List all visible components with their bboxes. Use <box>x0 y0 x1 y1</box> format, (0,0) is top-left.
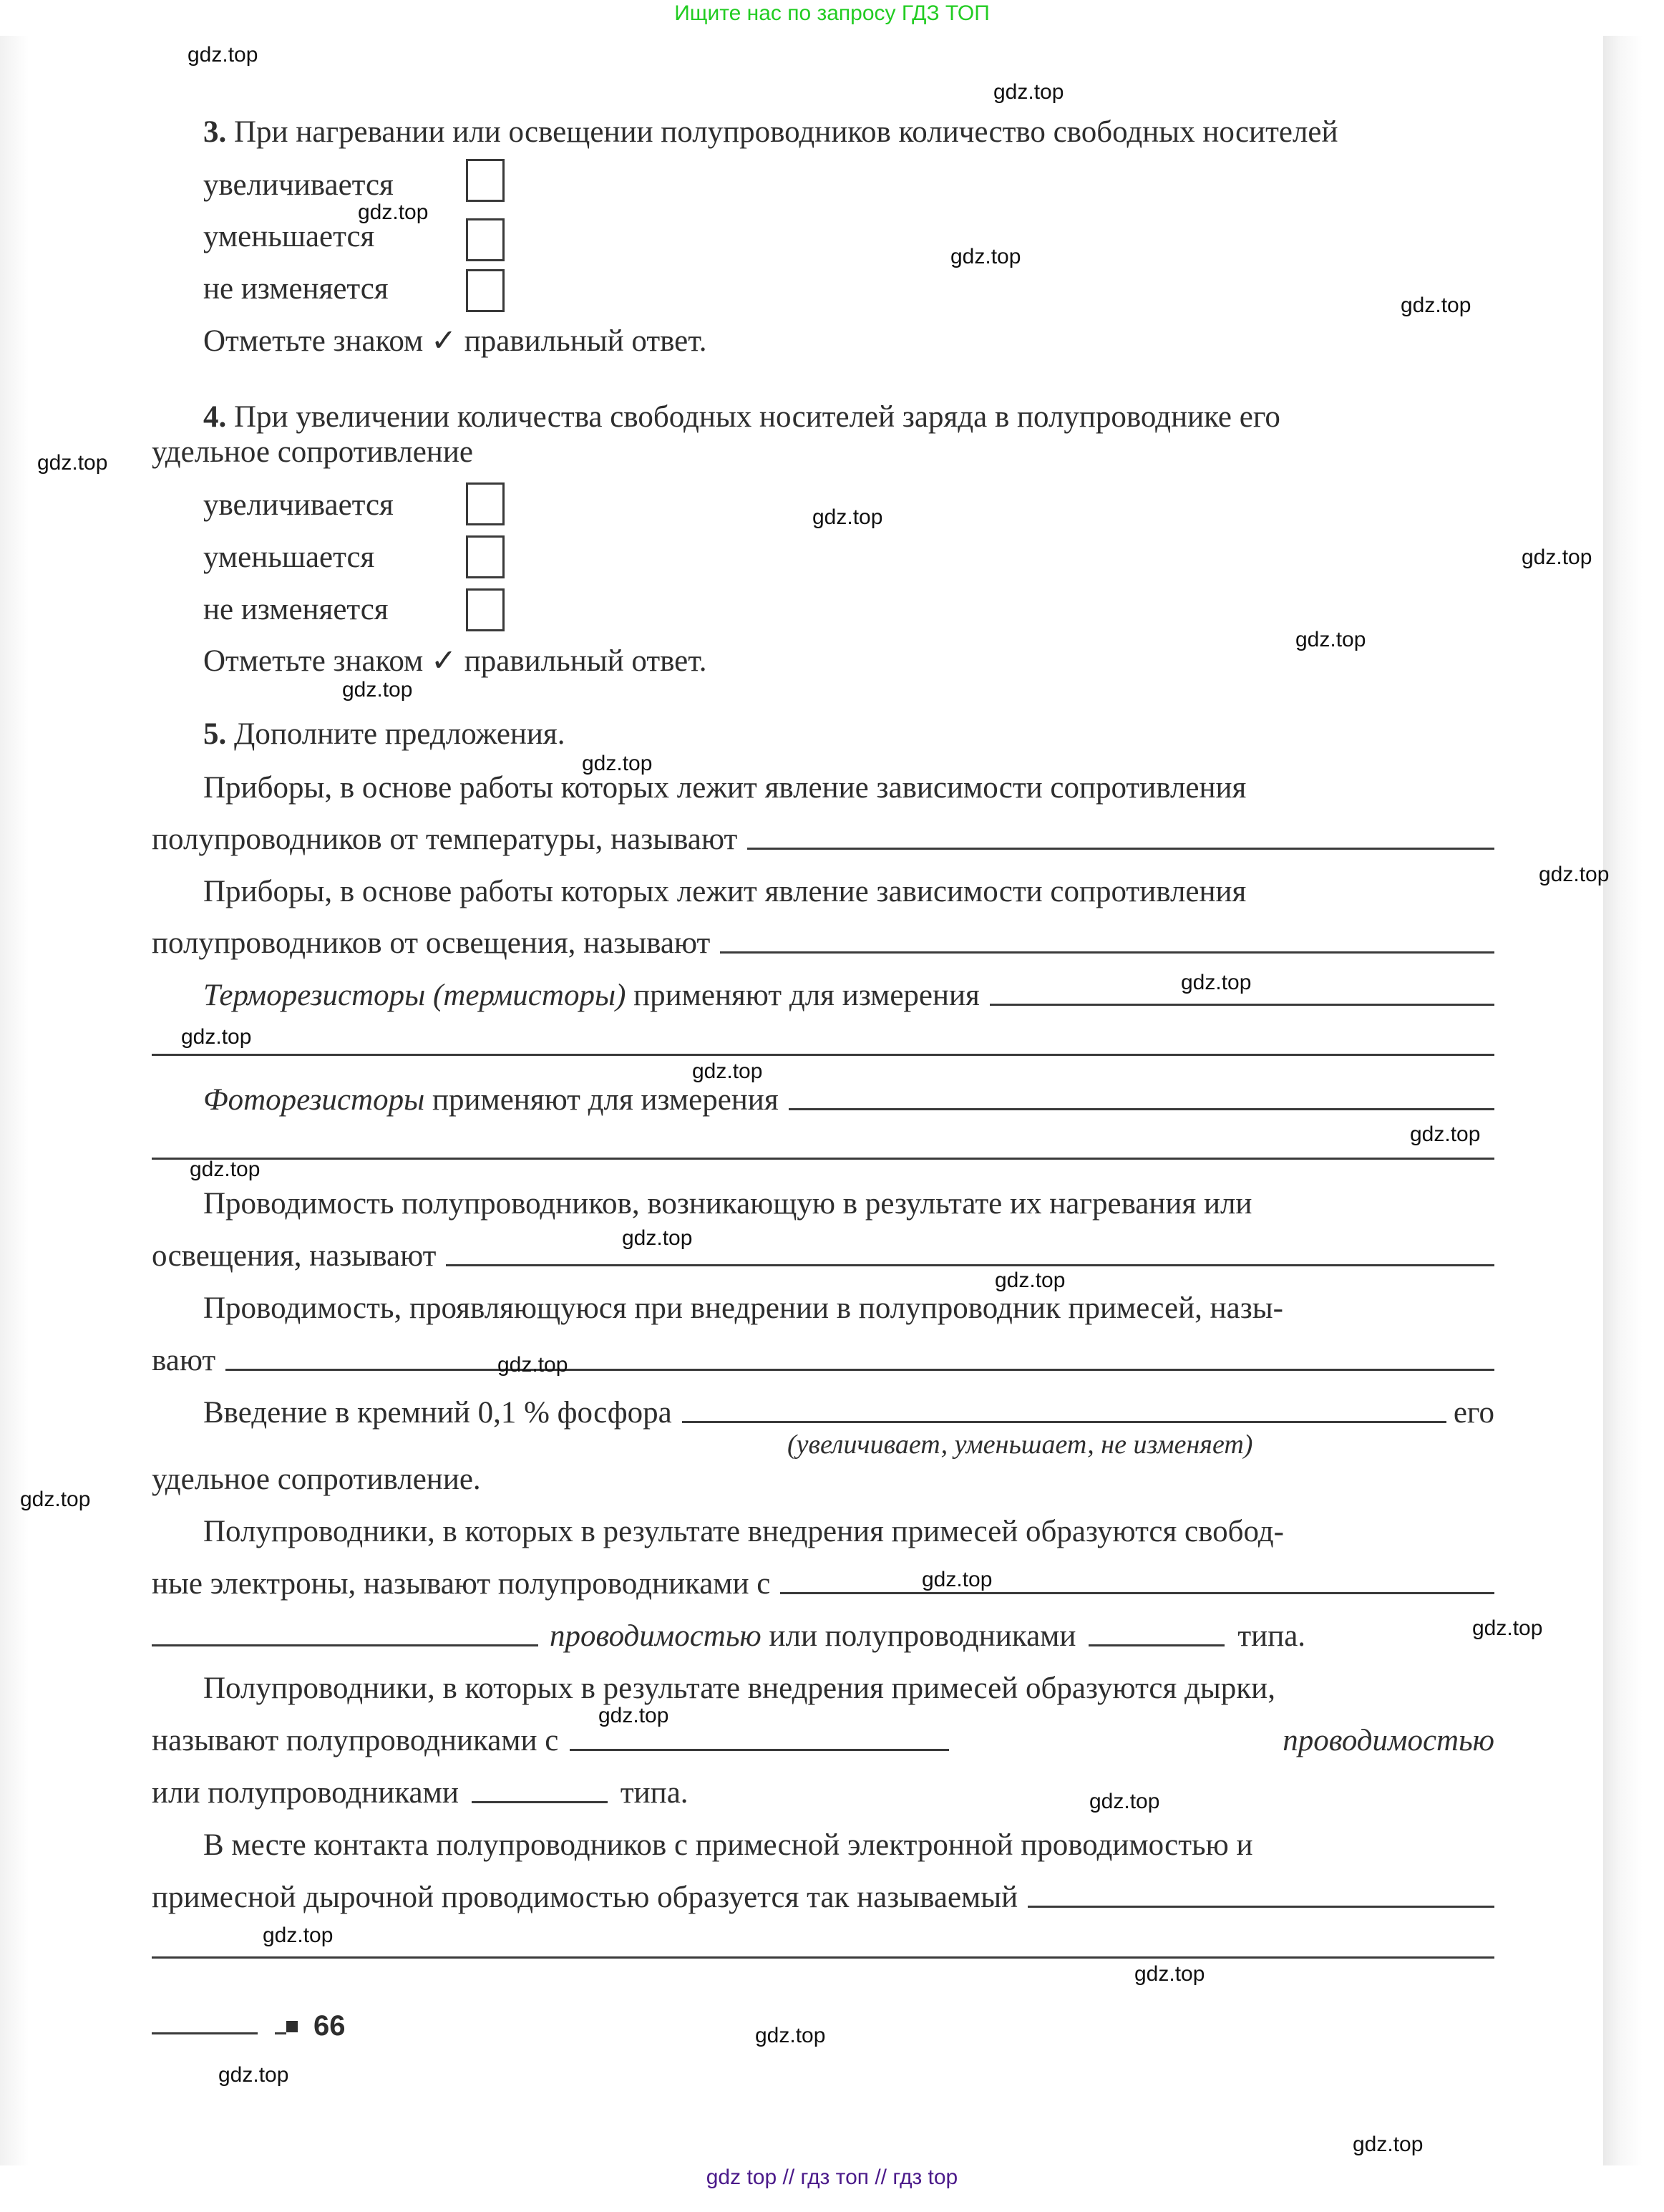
page-number: 66 <box>313 2009 346 2042</box>
q3-option-label: не изменяется <box>203 272 389 306</box>
q5-p8-text: ные электроны, называют полупроводниками с <box>152 1567 771 1601</box>
watermark: gdz.top <box>181 1025 252 1049</box>
q3-prompt <box>203 115 1338 150</box>
q5-p8-line2 <box>152 1566 1494 1602</box>
q4-option-label: увеличивается <box>203 488 394 522</box>
search-banner: Ищите нас по запросу ГДЗ ТОП <box>674 1 990 25</box>
answer-blank-photoresistor-use[interactable] <box>789 1082 1494 1110</box>
q5-p8-line1: Полупроводники, в которых в результате внедрения примесей образуются свобод- <box>203 1515 1284 1548</box>
watermark: gdz.top <box>995 1268 1066 1292</box>
watermark: gdz.top <box>1089 1790 1160 1813</box>
q5-p7-line1 <box>203 1395 1494 1431</box>
watermark: gdz.top <box>1134 1962 1205 1986</box>
watermark: gdz.top <box>582 752 653 775</box>
q5-p3 <box>203 978 1494 1014</box>
q3-option-label: уменьшается <box>203 220 375 253</box>
watermark: gdz.top <box>20 1488 91 1511</box>
q3-checkbox-unchanged[interactable] <box>466 269 505 312</box>
watermark: gdz.top <box>993 80 1064 104</box>
q4-text: При увеличении количества свободных носителей заряда в полупроводнике его <box>234 400 1280 434</box>
q5-title-text: Дополните предложения. <box>234 717 565 751</box>
q5-title <box>203 717 565 752</box>
watermark: gdz.top <box>812 505 883 529</box>
q5-p9-line1: Полупроводники, в которых в результате внедрения примесей образуются дырки, <box>203 1672 1275 1705</box>
q5-p5-line2 <box>152 1238 1494 1274</box>
q5-p8-mid: или полупроводниками <box>769 1619 1076 1653</box>
answer-blank-intrinsic-conductivity[interactable] <box>446 1238 1494 1266</box>
q5-p1-line1: Приборы, в основе работы которых лежит явление зависимости сопротивления <box>203 771 1247 805</box>
answer-blank-impurity-conductivity[interactable] <box>225 1343 1494 1371</box>
answer-line-photoresistor-use-cont[interactable] <box>152 1158 1494 1160</box>
watermark: gdz.top <box>598 1704 669 1727</box>
q5-p2-line2 <box>152 926 1494 961</box>
q5-p7-line2: удельное сопротивление. <box>152 1462 481 1496</box>
q5-p7-text: Введение в кремний 0,1 % фосфора <box>203 1396 672 1430</box>
q3-note: Отметьте знаком ✓ правильный ответ. <box>203 324 707 358</box>
footer-links[interactable]: gdz top // гдз топ // гдз top <box>706 2165 958 2189</box>
answer-blank-photoresistors[interactable] <box>720 926 1494 954</box>
q4-text-cont: удельное сопротивление <box>152 435 473 469</box>
answer-line-pn-junction-cont[interactable] <box>152 1956 1494 1959</box>
answer-blank-n-conductivity[interactable] <box>780 1566 1494 1594</box>
q5-p2-line1: Приборы, в основе работы которых лежит явление зависимости сопротивления <box>203 875 1247 908</box>
q4-number: 4. <box>203 400 227 434</box>
answer-blank-phosphorus-effect[interactable] <box>682 1395 1446 1423</box>
q5-p1-line2 <box>152 822 1494 858</box>
watermark: gdz.top <box>1410 1122 1481 1146</box>
q5-p9-mid: или полупроводниками <box>152 1776 459 1810</box>
watermark: gdz.top <box>922 1568 993 1591</box>
q5-p4-text: применяют для измерения <box>432 1083 779 1117</box>
watermark: gdz.top <box>358 200 429 224</box>
q5-p10-line2 <box>152 1880 1494 1916</box>
watermark: gdz.top <box>1353 2133 1424 2156</box>
watermark: gdz.top <box>755 2024 826 2047</box>
q3-checkbox-decrease[interactable] <box>466 218 505 261</box>
q5-p5-line1: Проводимость полупроводников, возникающую в результате их нагревания или <box>203 1187 1252 1221</box>
watermark: gdz.top <box>342 678 413 702</box>
answer-blank-n-type[interactable] <box>1089 1619 1225 1646</box>
q5-p4-italic: Фоторезисторы <box>203 1083 425 1117</box>
answer-blank-pn-junction[interactable] <box>1028 1880 1494 1908</box>
q4-option-label: уменьшается <box>203 540 375 574</box>
q5-p9-end: типа. <box>620 1776 689 1810</box>
watermark: gdz.top <box>497 1353 568 1377</box>
page-number-rule-short <box>275 2032 286 2034</box>
answer-blank-thermistors[interactable] <box>747 822 1494 850</box>
watermark: gdz.top <box>188 43 258 67</box>
q4-checkbox-increase[interactable] <box>466 482 505 525</box>
q5-p9-line3 <box>152 1775 689 1811</box>
watermark: gdz.top <box>692 1059 763 1083</box>
q5-p7-end: его <box>1453 1396 1494 1430</box>
answer-blank-p-type[interactable] <box>472 1775 608 1803</box>
q5-p2-text: полупроводников от освещения, называют <box>152 926 711 960</box>
watermark: gdz.top <box>263 1924 334 1947</box>
watermark: gdz.top <box>1295 628 1366 651</box>
watermark: gdz.top <box>622 1226 693 1250</box>
watermark: gdz.top <box>37 451 108 475</box>
page-edge <box>1603 36 1643 2165</box>
watermark: gdz.top <box>950 245 1021 268</box>
q3-text: При нагревании или освещении полупроводников количество свободных носителей <box>234 115 1338 149</box>
q4-option-label: не изменяется <box>203 593 389 626</box>
q5-p6-line2 <box>152 1343 1494 1379</box>
q5-p8-line3 <box>152 1619 1305 1654</box>
q5-p10-line1: В месте контакта полупроводников с примесной электронной проводимостью и <box>203 1828 1253 1862</box>
q5-p6-text: вают <box>152 1344 216 1377</box>
answer-blank-n-conductivity-cont[interactable] <box>152 1619 538 1646</box>
q5-p8-end: типа. <box>1237 1619 1306 1653</box>
q5-p9-text: называют полупроводниками с <box>152 1724 559 1757</box>
q5-p5-text: освещения, называют <box>152 1239 437 1273</box>
q5-p9-italic: проводимостью <box>1283 1724 1494 1757</box>
q5-p4 <box>203 1082 1494 1118</box>
watermark: gdz.top <box>190 1158 261 1181</box>
watermark: gdz.top <box>1181 971 1252 994</box>
q4-note: Отметьте знаком ✓ правильный ответ. <box>203 644 707 678</box>
q5-p3-italic: Терморезисторы (термисторы) <box>203 979 626 1012</box>
q4-prompt <box>203 399 1494 435</box>
watermark: gdz.top <box>1522 545 1592 569</box>
q5-p9-line2 <box>152 1723 1494 1759</box>
page-marker-square-icon <box>286 2021 298 2032</box>
q5-p1-text: полупроводников от температуры, называют <box>152 823 738 856</box>
q4-checkbox-decrease[interactable] <box>466 535 505 578</box>
q5-number: 5. <box>203 717 227 751</box>
q3-number: 3. <box>203 115 227 149</box>
q5-p7-hint: (увеличивает, уменьшает, не изменяет) <box>787 1430 1253 1460</box>
q4-checkbox-unchanged[interactable] <box>466 588 505 631</box>
watermark: gdz.top <box>1401 294 1471 317</box>
watermark: gdz.top <box>218 2063 289 2087</box>
q3-option-label: увеличивается <box>203 168 394 202</box>
page-number-block <box>152 2004 346 2047</box>
page-shadow <box>0 36 29 2165</box>
watermark: gdz.top <box>1472 1616 1543 1640</box>
watermark: gdz.top <box>1539 863 1610 886</box>
q5-p8-italic: проводимостью <box>550 1619 762 1653</box>
q3-checkbox-increase[interactable] <box>466 159 505 202</box>
page-number-rule <box>152 2032 258 2034</box>
answer-line-thermistor-use-cont[interactable] <box>152 1054 1494 1056</box>
q5-p3-text: применяют для измерения <box>633 979 980 1012</box>
q5-p10-text: примесной дырочной проводимостью образуется так называемый <box>152 1881 1018 1914</box>
q5-p6-line1: Проводимость, проявляющуюся при внедрении в полупроводник примесей, назы- <box>203 1291 1283 1325</box>
